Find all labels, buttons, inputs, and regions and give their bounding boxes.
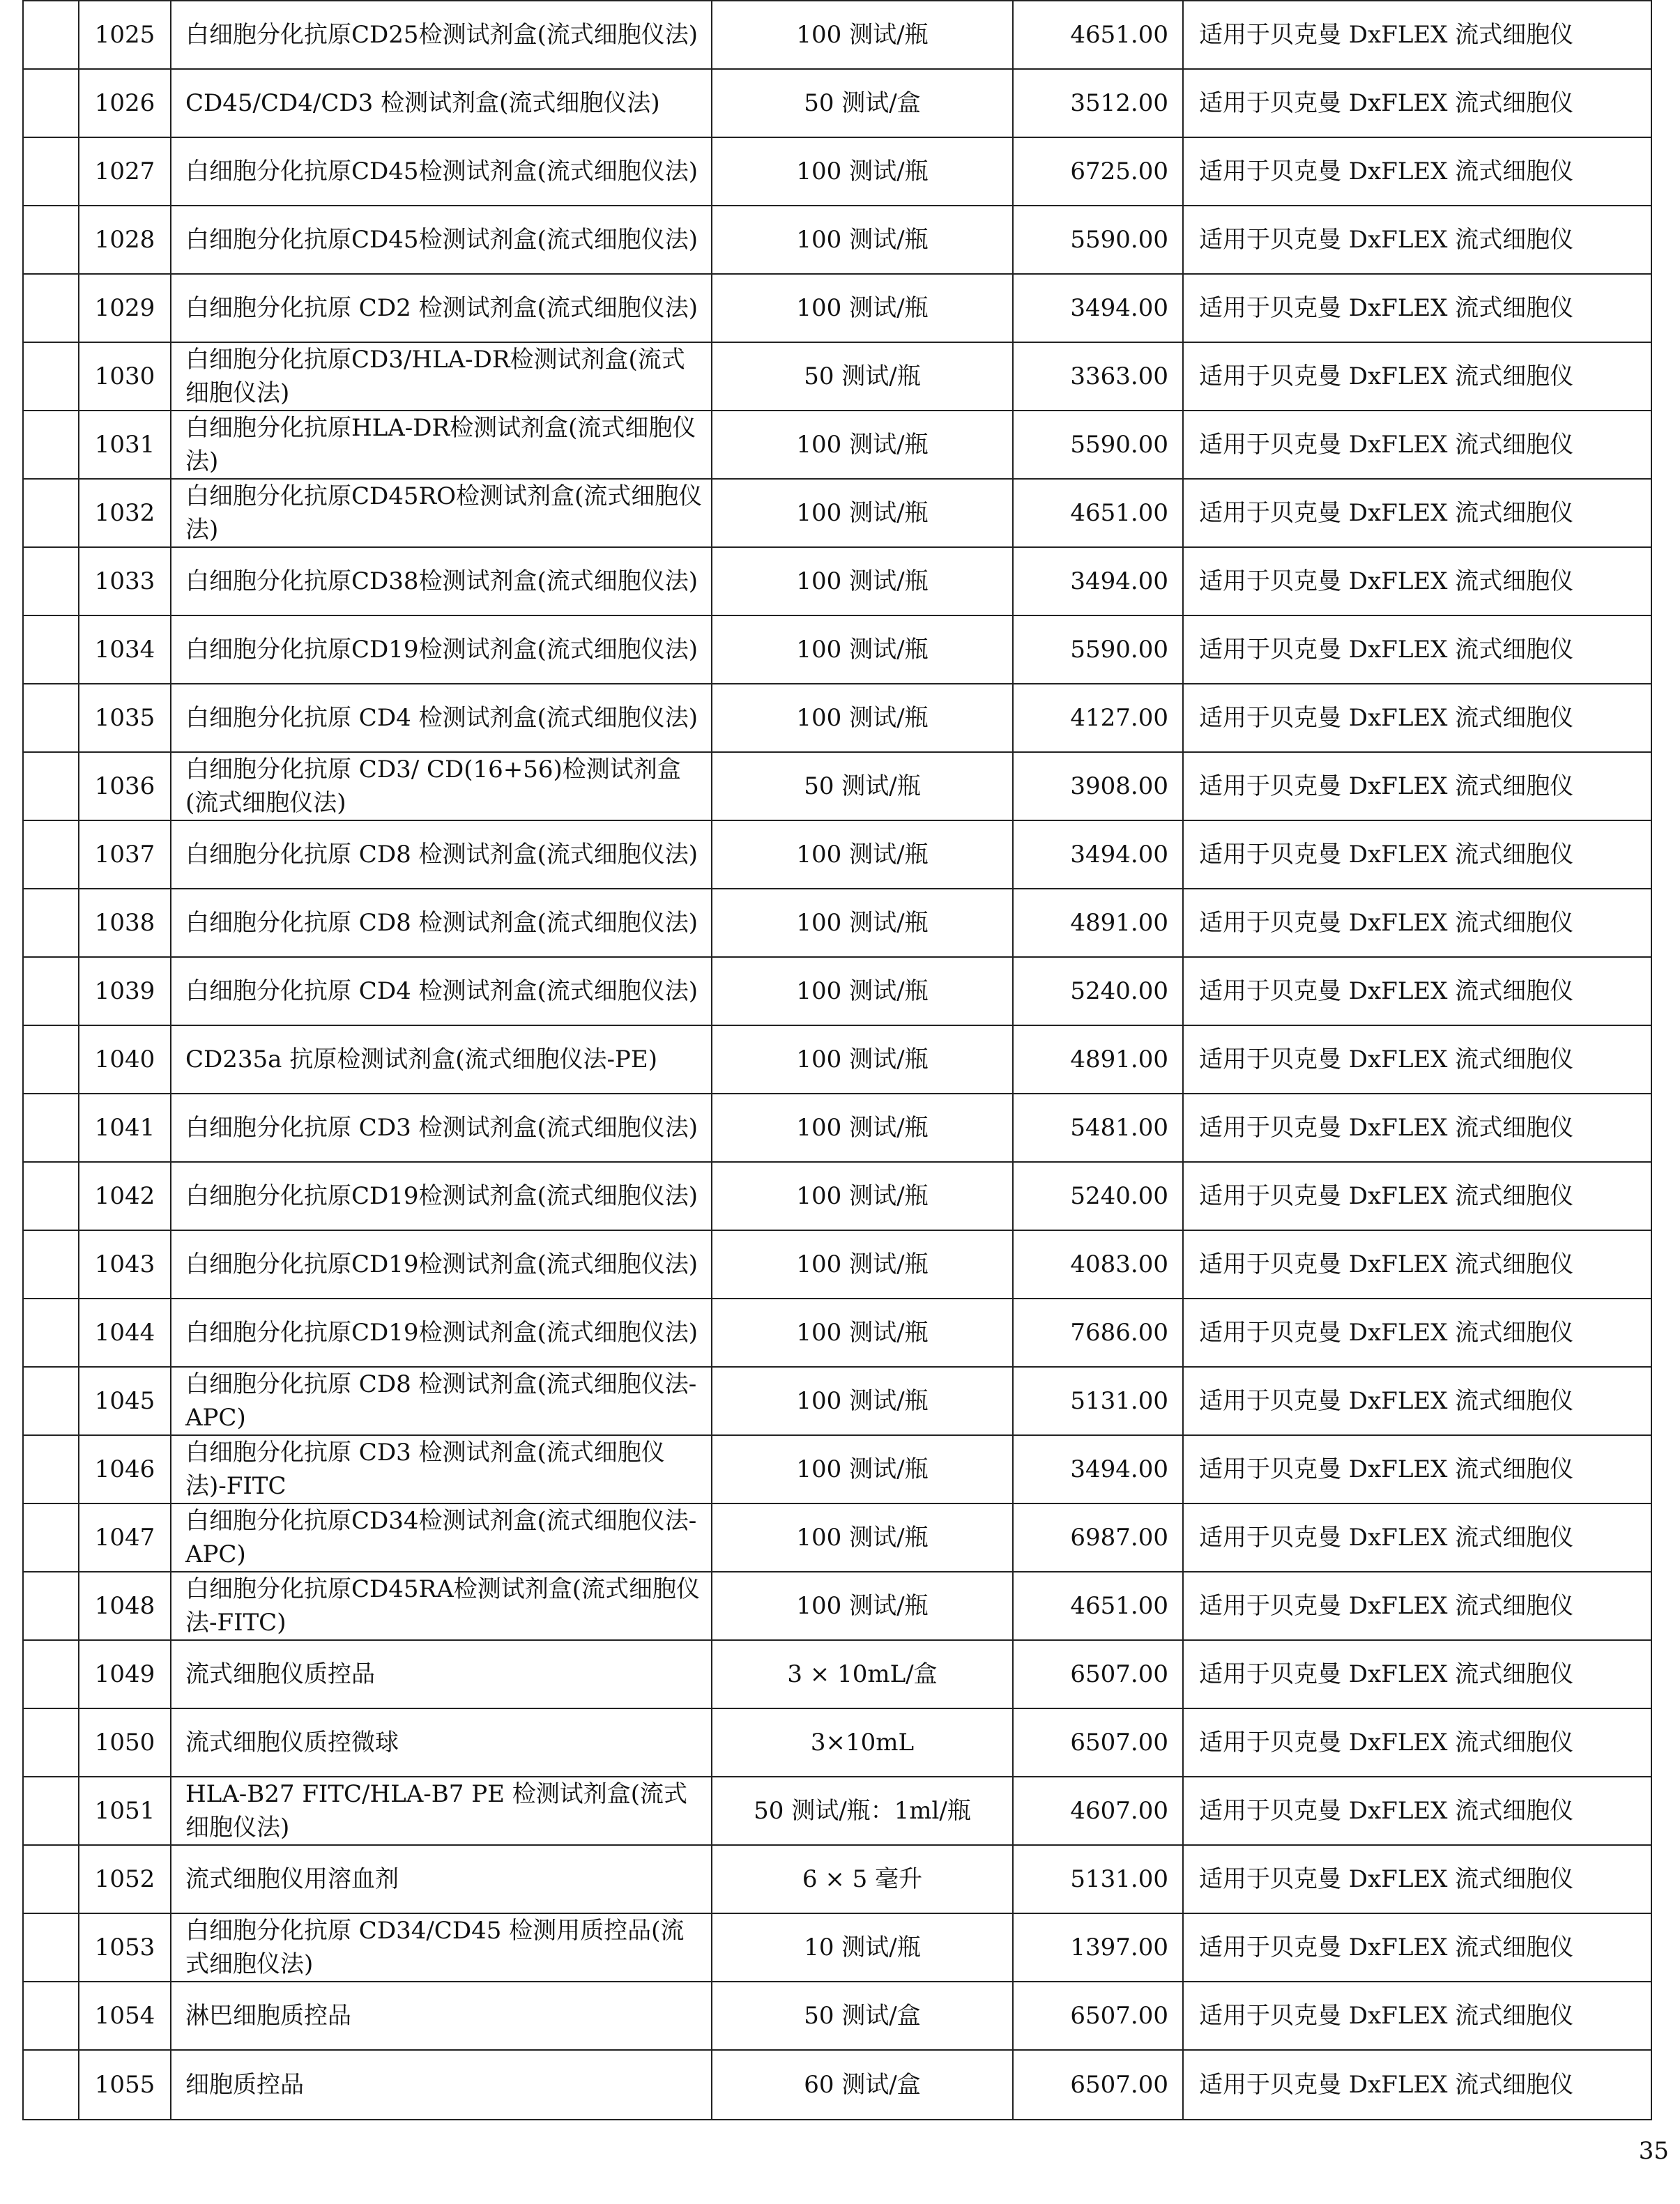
blank-cell bbox=[23, 1025, 79, 1094]
specification-cell: 100 测试/瓶 bbox=[712, 1572, 1013, 1640]
remark-cell: 适用于贝克曼 DxFLEX 流式细胞仪 bbox=[1183, 1299, 1651, 1367]
product-name-cell: 白细胞分化抗原 CD3/ CD(16+56)检测试剂盒(流式细胞仪法) bbox=[171, 752, 712, 820]
remark-cell: 适用于贝克曼 DxFLEX 流式细胞仪 bbox=[1183, 1503, 1651, 1572]
specification-cell: 100 测试/瓶 bbox=[712, 1299, 1013, 1367]
product-name-cell: 白细胞分化抗原 CD34/CD45 检测用质控品(流式细胞仪法) bbox=[171, 1913, 712, 1982]
table-row bbox=[23, 957, 1651, 1025]
specification-cell: 100 测试/瓶 bbox=[712, 684, 1013, 752]
blank-cell bbox=[23, 1913, 79, 1982]
specification-cell: 100 测试/瓶 bbox=[712, 615, 1013, 684]
price-cell: 5240.00 bbox=[1013, 957, 1183, 1025]
item-number-cell: 1037 bbox=[79, 820, 171, 889]
table-row bbox=[23, 1503, 1651, 1572]
price-cell: 3908.00 bbox=[1013, 752, 1183, 820]
blank-cell bbox=[23, 411, 79, 479]
table-body bbox=[23, 1, 1651, 2120]
specification-cell: 50 测试/盒 bbox=[712, 69, 1013, 137]
item-number-cell: 1042 bbox=[79, 1162, 171, 1230]
price-cell: 3494.00 bbox=[1013, 547, 1183, 615]
table-row bbox=[23, 137, 1651, 206]
price-cell: 4891.00 bbox=[1013, 1025, 1183, 1094]
product-name-cell: 白细胞分化抗原 CD3 检测试剂盒(流式细胞仪法)-FITC bbox=[171, 1435, 712, 1503]
remark-cell: 适用于贝克曼 DxFLEX 流式细胞仪 bbox=[1183, 342, 1651, 411]
item-number-cell: 1044 bbox=[79, 1299, 171, 1367]
item-number-cell: 1046 bbox=[79, 1435, 171, 1503]
product-name-cell: 白细胞分化抗原 CD8 检测试剂盒(流式细胞仪法-APC) bbox=[171, 1367, 712, 1435]
specification-cell: 50 测试/瓶 bbox=[712, 342, 1013, 411]
blank-cell bbox=[23, 1503, 79, 1572]
blank-cell bbox=[23, 684, 79, 752]
remark-cell: 适用于贝克曼 DxFLEX 流式细胞仪 bbox=[1183, 2050, 1651, 2120]
remark-cell: 适用于贝克曼 DxFLEX 流式细胞仪 bbox=[1183, 889, 1651, 957]
price-cell: 3494.00 bbox=[1013, 820, 1183, 889]
table-row bbox=[23, 1094, 1651, 1162]
remark-cell: 适用于贝克曼 DxFLEX 流式细胞仪 bbox=[1183, 1162, 1651, 1230]
blank-cell bbox=[23, 1640, 79, 1708]
remark-cell: 适用于贝克曼 DxFLEX 流式细胞仪 bbox=[1183, 274, 1651, 342]
item-number-cell: 1053 bbox=[79, 1913, 171, 1982]
item-number-cell: 1041 bbox=[79, 1094, 171, 1162]
item-number-cell: 1054 bbox=[79, 1982, 171, 2050]
item-number-cell: 1049 bbox=[79, 1640, 171, 1708]
blank-cell bbox=[23, 479, 79, 547]
item-number-cell: 1038 bbox=[79, 889, 171, 957]
specification-cell: 100 测试/瓶 bbox=[712, 889, 1013, 957]
table-row bbox=[23, 411, 1651, 479]
product-name-cell: 淋巴细胞质控品 bbox=[171, 1982, 712, 2050]
table-row bbox=[23, 820, 1651, 889]
blank-cell bbox=[23, 342, 79, 411]
blank-cell bbox=[23, 957, 79, 1025]
item-number-cell: 1040 bbox=[79, 1025, 171, 1094]
page-number: 35 bbox=[1638, 2137, 1669, 2165]
product-name-cell: 白细胞分化抗原 CD8 检测试剂盒(流式细胞仪法) bbox=[171, 820, 712, 889]
item-number-cell: 1045 bbox=[79, 1367, 171, 1435]
remark-cell: 适用于贝克曼 DxFLEX 流式细胞仪 bbox=[1183, 684, 1651, 752]
remark-cell: 适用于贝克曼 DxFLEX 流式细胞仪 bbox=[1183, 479, 1651, 547]
remark-cell: 适用于贝克曼 DxFLEX 流式细胞仪 bbox=[1183, 1025, 1651, 1094]
specification-cell: 100 测试/瓶 bbox=[712, 1230, 1013, 1299]
item-number-cell: 1051 bbox=[79, 1777, 171, 1845]
product-name-cell: 白细胞分化抗原 CD8 检测试剂盒(流式细胞仪法) bbox=[171, 889, 712, 957]
specification-cell: 100 测试/瓶 bbox=[712, 411, 1013, 479]
price-table bbox=[22, 0, 1652, 2120]
specification-cell: 100 测试/瓶 bbox=[712, 137, 1013, 206]
item-number-cell: 1026 bbox=[79, 69, 171, 137]
remark-cell: 适用于贝克曼 DxFLEX 流式细胞仪 bbox=[1183, 1640, 1651, 1708]
remark-cell: 适用于贝克曼 DxFLEX 流式细胞仪 bbox=[1183, 1435, 1651, 1503]
blank-cell bbox=[23, 820, 79, 889]
item-number-cell: 1034 bbox=[79, 615, 171, 684]
remark-cell: 适用于贝克曼 DxFLEX 流式细胞仪 bbox=[1183, 206, 1651, 274]
item-number-cell: 1050 bbox=[79, 1708, 171, 1777]
specification-cell: 100 测试/瓶 bbox=[712, 1367, 1013, 1435]
remark-cell: 适用于贝克曼 DxFLEX 流式细胞仪 bbox=[1183, 1572, 1651, 1640]
blank-cell bbox=[23, 2050, 79, 2120]
remark-cell: 适用于贝克曼 DxFLEX 流式细胞仪 bbox=[1183, 1845, 1651, 1913]
specification-cell: 10 测试/瓶 bbox=[712, 1913, 1013, 1982]
specification-cell: 60 测试/盒 bbox=[712, 2050, 1013, 2120]
price-cell: 6725.00 bbox=[1013, 137, 1183, 206]
price-cell: 3363.00 bbox=[1013, 342, 1183, 411]
price-cell: 6507.00 bbox=[1013, 2050, 1183, 2120]
table-row bbox=[23, 1, 1651, 69]
price-cell: 4127.00 bbox=[1013, 684, 1183, 752]
blank-cell bbox=[23, 137, 79, 206]
product-name-cell: 白细胞分化抗原HLA-DR检测试剂盒(流式细胞仪法) bbox=[171, 411, 712, 479]
product-name-cell: 流式细胞仪质控品 bbox=[171, 1640, 712, 1708]
table-row bbox=[23, 1640, 1651, 1708]
price-cell: 5240.00 bbox=[1013, 1162, 1183, 1230]
blank-cell bbox=[23, 1845, 79, 1913]
blank-cell bbox=[23, 889, 79, 957]
item-number-cell: 1032 bbox=[79, 479, 171, 547]
blank-cell bbox=[23, 752, 79, 820]
remark-cell: 适用于贝克曼 DxFLEX 流式细胞仪 bbox=[1183, 1708, 1651, 1777]
price-cell: 4651.00 bbox=[1013, 479, 1183, 547]
specification-cell: 100 测试/瓶 bbox=[712, 1025, 1013, 1094]
specification-cell: 50 测试/盒 bbox=[712, 1982, 1013, 2050]
product-name-cell: 白细胞分化抗原 CD4 检测试剂盒(流式细胞仪法) bbox=[171, 957, 712, 1025]
item-number-cell: 1043 bbox=[79, 1230, 171, 1299]
item-number-cell: 1031 bbox=[79, 411, 171, 479]
remark-cell: 适用于贝克曼 DxFLEX 流式细胞仪 bbox=[1183, 137, 1651, 206]
price-cell: 5590.00 bbox=[1013, 206, 1183, 274]
remark-cell: 适用于贝克曼 DxFLEX 流式细胞仪 bbox=[1183, 69, 1651, 137]
table-row bbox=[23, 1777, 1651, 1845]
price-cell: 5131.00 bbox=[1013, 1367, 1183, 1435]
specification-cell: 100 测试/瓶 bbox=[712, 1435, 1013, 1503]
product-name-cell: 白细胞分化抗原CD45RO检测试剂盒(流式细胞仪法) bbox=[171, 479, 712, 547]
table-row bbox=[23, 69, 1651, 137]
table-row bbox=[23, 615, 1651, 684]
blank-cell bbox=[23, 206, 79, 274]
remark-cell: 适用于贝克曼 DxFLEX 流式细胞仪 bbox=[1183, 1777, 1651, 1845]
blank-cell bbox=[23, 1708, 79, 1777]
price-cell: 5131.00 bbox=[1013, 1845, 1183, 1913]
item-number-cell: 1028 bbox=[79, 206, 171, 274]
specification-cell: 6 × 5 毫升 bbox=[712, 1845, 1013, 1913]
product-name-cell: 白细胞分化抗原 CD4 检测试剂盒(流式细胞仪法) bbox=[171, 684, 712, 752]
product-name-cell: 白细胞分化抗原CD19检测试剂盒(流式细胞仪法) bbox=[171, 1162, 712, 1230]
price-cell: 3494.00 bbox=[1013, 274, 1183, 342]
specification-cell: 3 × 10mL/盒 bbox=[712, 1640, 1013, 1708]
product-name-cell: 白细胞分化抗原CD45RA检测试剂盒(流式细胞仪法-FITC) bbox=[171, 1572, 712, 1640]
remark-cell: 适用于贝克曼 DxFLEX 流式细胞仪 bbox=[1183, 1230, 1651, 1299]
specification-cell: 50 测试/瓶：1ml/瓶 bbox=[712, 1777, 1013, 1845]
item-number-cell: 1035 bbox=[79, 684, 171, 752]
remark-cell: 适用于贝克曼 DxFLEX 流式细胞仪 bbox=[1183, 752, 1651, 820]
blank-cell bbox=[23, 69, 79, 137]
table-row bbox=[23, 1025, 1651, 1094]
table-row bbox=[23, 2050, 1651, 2120]
product-name-cell: 白细胞分化抗原CD45检测试剂盒(流式细胞仪法) bbox=[171, 137, 712, 206]
item-number-cell: 1027 bbox=[79, 137, 171, 206]
remark-cell: 适用于贝克曼 DxFLEX 流式细胞仪 bbox=[1183, 1094, 1651, 1162]
remark-cell: 适用于贝克曼 DxFLEX 流式细胞仪 bbox=[1183, 547, 1651, 615]
product-name-cell: 白细胞分化抗原CD19检测试剂盒(流式细胞仪法) bbox=[171, 615, 712, 684]
specification-cell: 100 测试/瓶 bbox=[712, 274, 1013, 342]
blank-cell bbox=[23, 1094, 79, 1162]
price-cell: 7686.00 bbox=[1013, 1299, 1183, 1367]
item-number-cell: 1036 bbox=[79, 752, 171, 820]
specification-cell: 100 测试/瓶 bbox=[712, 957, 1013, 1025]
price-cell: 6507.00 bbox=[1013, 1640, 1183, 1708]
price-cell: 4607.00 bbox=[1013, 1777, 1183, 1845]
price-cell: 5481.00 bbox=[1013, 1094, 1183, 1162]
item-number-cell: 1033 bbox=[79, 547, 171, 615]
product-name-cell: 白细胞分化抗原CD19检测试剂盒(流式细胞仪法) bbox=[171, 1299, 712, 1367]
product-name-cell: CD235a 抗原检测试剂盒(流式细胞仪法-PE) bbox=[171, 1025, 712, 1094]
price-cell: 4891.00 bbox=[1013, 889, 1183, 957]
blank-cell bbox=[23, 615, 79, 684]
price-cell: 4651.00 bbox=[1013, 1, 1183, 69]
table-row bbox=[23, 547, 1651, 615]
product-name-cell: 白细胞分化抗原CD34检测试剂盒(流式细胞仪法-APC) bbox=[171, 1503, 712, 1572]
table-row bbox=[23, 752, 1651, 820]
specification-cell: 100 测试/瓶 bbox=[712, 1162, 1013, 1230]
table-row bbox=[23, 1435, 1651, 1503]
table-row bbox=[23, 1845, 1651, 1913]
product-name-cell: 白细胞分化抗原CD38检测试剂盒(流式细胞仪法) bbox=[171, 547, 712, 615]
table-row bbox=[23, 274, 1651, 342]
table-row bbox=[23, 684, 1651, 752]
specification-cell: 100 测试/瓶 bbox=[712, 820, 1013, 889]
blank-cell bbox=[23, 1, 79, 69]
remark-cell: 适用于贝克曼 DxFLEX 流式细胞仪 bbox=[1183, 820, 1651, 889]
product-name-cell: 流式细胞仪质控微球 bbox=[171, 1708, 712, 1777]
item-number-cell: 1047 bbox=[79, 1503, 171, 1572]
table-row bbox=[23, 1230, 1651, 1299]
blank-cell bbox=[23, 1367, 79, 1435]
table-row bbox=[23, 1299, 1651, 1367]
product-name-cell: CD45/CD4/CD3 检测试剂盒(流式细胞仪法) bbox=[171, 69, 712, 137]
price-cell: 6507.00 bbox=[1013, 1708, 1183, 1777]
product-name-cell: 白细胞分化抗原CD25检测试剂盒(流式细胞仪法) bbox=[171, 1, 712, 69]
item-number-cell: 1052 bbox=[79, 1845, 171, 1913]
blank-cell bbox=[23, 1230, 79, 1299]
table-row bbox=[23, 206, 1651, 274]
price-cell: 5590.00 bbox=[1013, 411, 1183, 479]
table-row bbox=[23, 1162, 1651, 1230]
item-number-cell: 1030 bbox=[79, 342, 171, 411]
item-number-cell: 1029 bbox=[79, 274, 171, 342]
item-number-cell: 1025 bbox=[79, 1, 171, 69]
specification-cell: 100 测试/瓶 bbox=[712, 479, 1013, 547]
remark-cell: 适用于贝克曼 DxFLEX 流式细胞仪 bbox=[1183, 1982, 1651, 2050]
price-cell: 3512.00 bbox=[1013, 69, 1183, 137]
product-name-cell: 白细胞分化抗原CD19检测试剂盒(流式细胞仪法) bbox=[171, 1230, 712, 1299]
remark-cell: 适用于贝克曼 DxFLEX 流式细胞仪 bbox=[1183, 615, 1651, 684]
item-number-cell: 1039 bbox=[79, 957, 171, 1025]
price-cell: 4651.00 bbox=[1013, 1572, 1183, 1640]
table-row bbox=[23, 1367, 1651, 1435]
remark-cell: 适用于贝克曼 DxFLEX 流式细胞仪 bbox=[1183, 411, 1651, 479]
specification-cell: 50 测试/瓶 bbox=[712, 752, 1013, 820]
table-row bbox=[23, 1982, 1651, 2050]
table-row bbox=[23, 342, 1651, 411]
price-cell: 3494.00 bbox=[1013, 1435, 1183, 1503]
item-number-cell: 1055 bbox=[79, 2050, 171, 2120]
product-name-cell: HLA-B27 FITC/HLA-B7 PE 检测试剂盒(流式细胞仪法) bbox=[171, 1777, 712, 1845]
table-row bbox=[23, 1708, 1651, 1777]
price-cell: 5590.00 bbox=[1013, 615, 1183, 684]
specification-cell: 100 测试/瓶 bbox=[712, 1094, 1013, 1162]
blank-cell bbox=[23, 1777, 79, 1845]
blank-cell bbox=[23, 547, 79, 615]
specification-cell: 100 测试/瓶 bbox=[712, 206, 1013, 274]
price-cell: 6987.00 bbox=[1013, 1503, 1183, 1572]
remark-cell: 适用于贝克曼 DxFLEX 流式细胞仪 bbox=[1183, 1, 1651, 69]
remark-cell: 适用于贝克曼 DxFLEX 流式细胞仪 bbox=[1183, 1913, 1651, 1982]
blank-cell bbox=[23, 1162, 79, 1230]
table-row bbox=[23, 479, 1651, 547]
blank-cell bbox=[23, 1299, 79, 1367]
product-name-cell: 白细胞分化抗原 CD2 检测试剂盒(流式细胞仪法) bbox=[171, 274, 712, 342]
blank-cell bbox=[23, 1982, 79, 2050]
blank-cell bbox=[23, 274, 79, 342]
price-cell: 6507.00 bbox=[1013, 1982, 1183, 2050]
price-cell: 1397.00 bbox=[1013, 1913, 1183, 1982]
table-row bbox=[23, 1913, 1651, 1982]
product-name-cell: 流式细胞仪用溶血剂 bbox=[171, 1845, 712, 1913]
specification-cell: 100 测试/瓶 bbox=[712, 547, 1013, 615]
blank-cell bbox=[23, 1572, 79, 1640]
blank-cell bbox=[23, 1435, 79, 1503]
remark-cell: 适用于贝克曼 DxFLEX 流式细胞仪 bbox=[1183, 957, 1651, 1025]
price-cell: 4083.00 bbox=[1013, 1230, 1183, 1299]
product-name-cell: 白细胞分化抗原CD3/HLA-DR检测试剂盒(流式细胞仪法) bbox=[171, 342, 712, 411]
specification-cell: 100 测试/瓶 bbox=[712, 1, 1013, 69]
table-row bbox=[23, 889, 1651, 957]
product-name-cell: 细胞质控品 bbox=[171, 2050, 712, 2120]
item-number-cell: 1048 bbox=[79, 1572, 171, 1640]
product-name-cell: 白细胞分化抗原CD45检测试剂盒(流式细胞仪法) bbox=[171, 206, 712, 274]
remark-cell: 适用于贝克曼 DxFLEX 流式细胞仪 bbox=[1183, 1367, 1651, 1435]
product-name-cell: 白细胞分化抗原 CD3 检测试剂盒(流式细胞仪法) bbox=[171, 1094, 712, 1162]
table-row bbox=[23, 1572, 1651, 1640]
specification-cell: 100 测试/瓶 bbox=[712, 1503, 1013, 1572]
specification-cell: 3×10mL bbox=[712, 1708, 1013, 1777]
